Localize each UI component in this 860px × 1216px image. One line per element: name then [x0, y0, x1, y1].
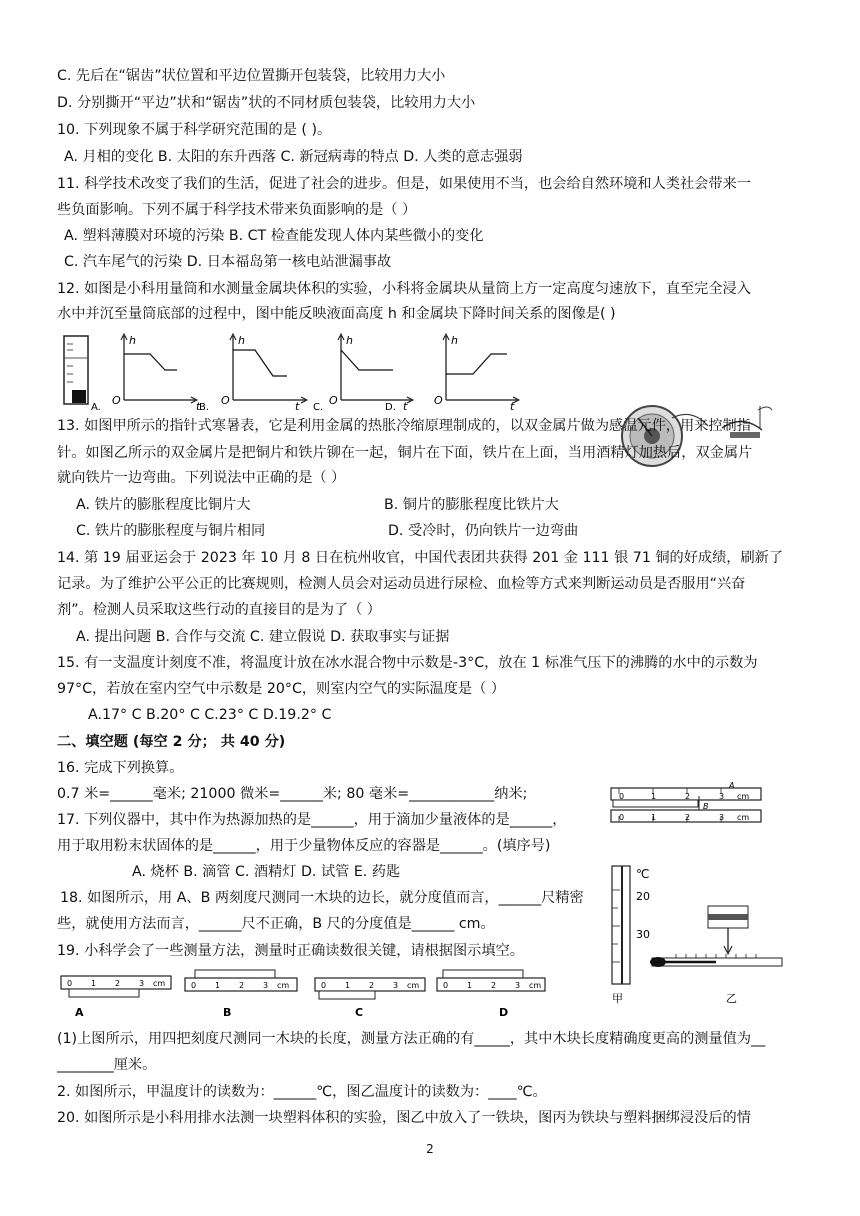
rulers-ab-figure	[607, 782, 767, 828]
q15-stem-2: 97°C，若放在室内空气中示数是 20°C，则室内空气的实际温度是（ ）	[57, 681, 506, 697]
q16-stem: 16. 完成下列换算。	[57, 760, 184, 776]
axis-t-label: t	[196, 400, 201, 413]
q19-part1-line1: (1)上图所示，用四把刻度尺测同一木块的长度，测量方法正确的有_____，其中木块长度精确度更高的测量值为__	[57, 1031, 766, 1047]
ruler-digit: 2	[239, 981, 245, 990]
ruler-digit: 2	[685, 813, 691, 822]
q19-part1-line2: ________厘米。	[57, 1057, 157, 1073]
graph-a	[112, 334, 209, 413]
ruler-label-a: A	[729, 781, 735, 790]
ruler-digit: 1	[215, 981, 221, 990]
ruler-digit: 3	[719, 813, 725, 822]
q14-stem-2: 记录。为了维护公平公正的比赛规则，检测人员会对运动员进行尿检、血检等方式来判断运动员是否服用“兴奋	[57, 576, 746, 592]
graph-c	[329, 334, 413, 413]
graph-d	[434, 334, 519, 413]
ruler-unit: cm	[737, 813, 750, 822]
thermometer-mark-30: 30	[636, 928, 650, 941]
q14-stem-1: 14. 第 19 届亚运会于 2023 年 10 月 8 日在杭州收官，中国代表团共获得 201 金 111 银 71 铜的好成绩，刷新了	[57, 550, 784, 566]
q12-stem-2: 水中并沉至量筒底部的过程中，图中能反映液面高度 h 和金属块下降时间关系的图像是( )	[57, 306, 616, 322]
graph-label-b: B.	[199, 402, 210, 413]
ruler-digit: 3	[719, 792, 725, 801]
ruler-label-b: B	[223, 1006, 232, 1019]
q13-stem-3: 就向铁片一边弯曲。下列说法中正确的是（ ）	[57, 470, 346, 486]
q13-stem-1: 13. 如图甲所示的指针式寒暑表，它是利用金属的热胀冷缩原理制成的，以双金属片做为感温元件，用来控制指	[57, 418, 751, 434]
q14-stem-3: 剂”。检测人员采取这些行动的直接目的是为了（ ）	[57, 602, 381, 618]
ruler-digit: 1	[651, 792, 657, 801]
q10-stem: 10. 下列现象不属于科学研究范围的是 ( )。	[57, 122, 332, 138]
ruler-digit: 2	[115, 979, 121, 988]
measuring-cylinder-icon	[64, 336, 101, 413]
q11-options-2: C. 汽车尾气的污染 D. 日本福岛第一核电站泄漏事故	[64, 254, 392, 270]
axis-o-label: O	[434, 394, 443, 407]
axis-h-label: h	[451, 334, 458, 347]
q13-option-c: C. 铁片的膨胀程度与铜片相同	[76, 523, 266, 539]
four-rulers-figure	[55, 968, 555, 1020]
ruler-a	[61, 976, 171, 1019]
ruler-d	[437, 970, 545, 1019]
q14-options: A. 提出问题 B. 合作与交流 C. 建立假说 D. 获取事实与证据	[76, 629, 450, 645]
ruler-unit: cm	[407, 981, 420, 990]
axis-h-label: h	[346, 334, 353, 347]
q13-option-d: D. 受冷时，仍向铁片一边弯曲	[388, 523, 579, 539]
q20-stem: 20. 如图所示是小科用排水法测一块塑料体积的实验，图乙中放入了一铁块，图丙为铁块与塑料捆绑浸没后的情	[57, 1110, 751, 1126]
thermometer-label-yi: 乙	[726, 992, 737, 1005]
q9-option-c: C. 先后在“锯齿”状位置和平边位置撕开包装袋，比较用力大小	[57, 68, 446, 84]
ruler-unit: cm	[529, 981, 542, 990]
graph-label-c: C.	[313, 402, 324, 413]
ruler-digit: 1	[345, 981, 351, 990]
ruler-unit: cm	[277, 981, 290, 990]
ruler-c	[315, 978, 425, 1019]
ruler-digit: 2	[685, 792, 691, 801]
q13-option-b: B. 铜片的膨胀程度比铁片大	[384, 497, 559, 513]
thermometer-unit: ℃	[636, 867, 650, 881]
q17-stem-2: 用于取用粉末状固体的是______，用于少量物体反应的容器是______。(填序号)	[57, 838, 551, 854]
thermometers-figure	[596, 862, 796, 1008]
axis-h-label: h	[238, 334, 245, 347]
ruler-digit: 0	[443, 981, 449, 990]
ruler-unit: cm	[737, 792, 750, 801]
q16-conversions: 0.7 米=______毫米; 21000 微米=______米; 80 毫米=____________纳米;	[57, 786, 528, 802]
q13-stem-2: 针。如图乙所示的双金属片是把铜片和铁片铆在一起，铜片在下面，铁片在上面，当用酒精灯加热后，双金属片	[57, 445, 753, 461]
q19-part2: 2. 如图所示，甲温度计的读数为：______℃，图乙温度计的读数为：____℃。	[57, 1084, 547, 1100]
axis-t-label: t	[295, 400, 300, 413]
ruler-digit: 1	[467, 981, 473, 990]
graph-label-a: A.	[91, 402, 101, 413]
section-2-heading: 二、填空题 (每空 2 分； 共 40 分)	[57, 734, 286, 750]
ruler-digit: 0	[321, 981, 327, 990]
axis-o-label: O	[329, 394, 338, 407]
q11-options-1: A. 塑料薄膜对环境的污染 B. CT 检查能发现人体内某些微小的变化	[64, 228, 484, 244]
q11-stem-1: 11. 科学技术改变了我们的生活，促进了社会的进步。但是，如果使用不当，也会给自然环境和人类社会带来一	[57, 176, 751, 192]
ruler-unit: cm	[153, 979, 166, 988]
ruler-label-a: A	[75, 1006, 84, 1019]
axis-t-label: t	[403, 400, 408, 413]
q15-stem-1: 15. 有一支温度计刻度不准，将温度计放在冰水混合物中示数是-3°C，放在 1 标准气压下的沸腾的水中的示数为	[57, 655, 758, 671]
ruler-b	[185, 970, 297, 1019]
graph-b	[221, 334, 323, 413]
axis-h-label: h	[129, 334, 136, 347]
page-number: 2	[426, 1142, 434, 1156]
q12-stem-1: 12. 如图是小科用量筒和水测量金属块体积的实验，小科将金属块从量筒上方一定高度匀速放下，直至完全浸入	[57, 281, 751, 297]
q17-options: A. 烧杯 B. 滴管 C. 酒精灯 D. 试管 E. 药匙	[132, 864, 401, 880]
thermometer-mark-20: 20	[636, 890, 650, 903]
axis-o-label: O	[112, 394, 121, 407]
q17-stem-1: 17. 下列仪器中，其中作为热源加热的是______，用于滴加少量液体的是______，	[57, 812, 567, 828]
axis-o-label: O	[221, 394, 230, 407]
q10-options: A. 月相的变化 B. 太阳的东升西落 C. 新冠病毒的特点 D. 人类的意志强弱	[64, 149, 523, 165]
thermometer-label-jia: 甲	[612, 992, 623, 1005]
axis-t-label: t	[510, 400, 515, 413]
ruler-digit: 0	[619, 792, 625, 801]
ruler-digit: 1	[651, 813, 657, 822]
ruler-label-c: C	[355, 1006, 364, 1019]
ruler-digit: 0	[191, 981, 197, 990]
q11-stem-2: 些负面影响。下列不属于科学技术带来负面影响的是（ ）	[57, 202, 417, 218]
q18-stem-1: 18. 如图所示，用 A、B 两刻度尺测同一木块的边长，就分度值而言，______尺精密	[60, 890, 584, 906]
q9-option-d: D. 分别撕开“平边”状和“锯齿”状的不同材质包装袋，比较用力大小	[57, 95, 476, 111]
ruler-digit: 3	[263, 981, 269, 990]
ruler-digit: 2	[491, 981, 497, 990]
q18-stem-2: 些，就使用方法而言，______尺不正确，B 尺的分度值是______ cm。	[57, 916, 495, 932]
ruler-digit: 3	[139, 979, 145, 988]
q13-option-a: A. 铁片的膨胀程度比铜片大	[76, 497, 251, 513]
ruler-digit: 1	[91, 979, 97, 988]
q15-options: A.17° C B.20° C C.23° C D.19.2° C	[88, 707, 332, 723]
graph-label-d: D.	[385, 402, 396, 413]
ruler-label-b: B	[703, 802, 709, 811]
ruler-digit: 0	[67, 979, 73, 988]
ruler-digit: 0	[619, 813, 625, 822]
ruler-digit: 3	[515, 981, 521, 990]
q12-graphs-figure	[55, 330, 535, 412]
ruler-label-d: D	[499, 1006, 509, 1019]
q19-stem: 19. 小科学会了一些测量方法，测量时正确读数很关键，请根据图示填空。	[57, 943, 524, 959]
ruler-digit: 3	[393, 981, 399, 990]
ruler-digit: 2	[369, 981, 375, 990]
